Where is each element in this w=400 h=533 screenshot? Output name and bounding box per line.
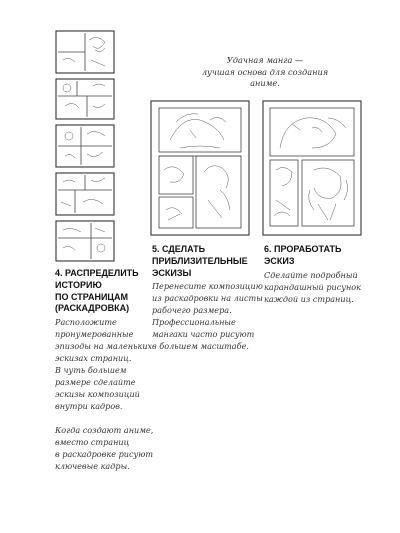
step-4-body-line: В чуть большем — [55, 365, 127, 376]
step-6-heading-line: 6. ПРОРАБОТАТЬ ЭСКИЗ — [264, 244, 342, 266]
thumbnail-page-1 — [56, 31, 114, 73]
step-4-body-line: пронумерованные — [55, 329, 134, 340]
step-4-body-line: эскизах страниц. — [55, 353, 132, 364]
step-5-heading-line: ПРИБЛИЗИТЕЛЬНЫЕ — [152, 255, 248, 266]
step-5-body-line: Перенесите композицию — [152, 281, 263, 292]
rough-sketch-page — [150, 100, 250, 236]
refined-sketch-page — [262, 100, 362, 236]
storyboard-thumbnails — [55, 30, 127, 262]
step-4-body-line: внутри кадров. — [55, 401, 123, 412]
step-5 — [152, 244, 264, 352]
step-6-body-line: каждой из страниц. — [264, 293, 354, 304]
intro-quote-line-1: Удачная манга — — [226, 55, 304, 65]
intro-quote-line-2: лучшая основа для создания аниме. — [201, 66, 329, 88]
step-6-body-line: Сделайте подробный — [264, 269, 358, 280]
step-5-body-line: в большем масштабе. — [152, 341, 249, 352]
step-6-body — [264, 269, 374, 305]
step-4-body-line: эпизоды на маленьких — [55, 341, 153, 352]
thumbnail-page-2 — [56, 79, 114, 119]
step-4-heading-line: 4. РАСПРЕДЕЛИТЬ — [55, 268, 139, 278]
step-5-body — [152, 280, 264, 352]
step-5-body-line: рабочего размера. — [152, 305, 232, 316]
step-6 — [264, 244, 374, 305]
step-5-heading-line: 5. СДЕЛАТЬ — [152, 244, 206, 254]
step-4-heading-line: ИСТОРИЮ — [55, 279, 102, 290]
step-5-body-line: Профессиональные — [152, 317, 236, 328]
step-4-note-line: в раскадровке рисуют — [55, 449, 153, 460]
step-4-body-line: Расположите — [55, 317, 117, 328]
step-4-note-line: Когда создают аниме, — [55, 425, 154, 436]
step-5-heading — [152, 244, 264, 279]
step-4-body-line: эскизы композиций — [55, 389, 140, 400]
step-4-heading-line: (РАСКАДРОВКА) — [55, 303, 130, 314]
step-6-body-line: карандашный рисунок — [264, 281, 361, 292]
step-4-body-line: размере сделайте — [55, 377, 136, 388]
step-5-heading-line: ЭСКИЗЫ — [152, 267, 192, 278]
thumbnail-page-5 — [56, 221, 114, 261]
intro-quote — [190, 55, 340, 90]
step-4-note-line: вместо страниц — [55, 437, 130, 448]
step-4-note — [55, 424, 175, 472]
thumbnail-page-3 — [56, 125, 114, 167]
step-6-heading — [264, 244, 374, 268]
step-4-note-line: ключевые кадры. — [55, 461, 130, 472]
step-5-body-line: из раскадровки на листы — [152, 293, 263, 304]
thumbnail-page-4 — [56, 173, 114, 215]
step-4-heading-line: ПО СТРАНИЦАМ — [55, 291, 128, 302]
step-5-body-line: мангаки часто рисуют — [152, 329, 255, 340]
